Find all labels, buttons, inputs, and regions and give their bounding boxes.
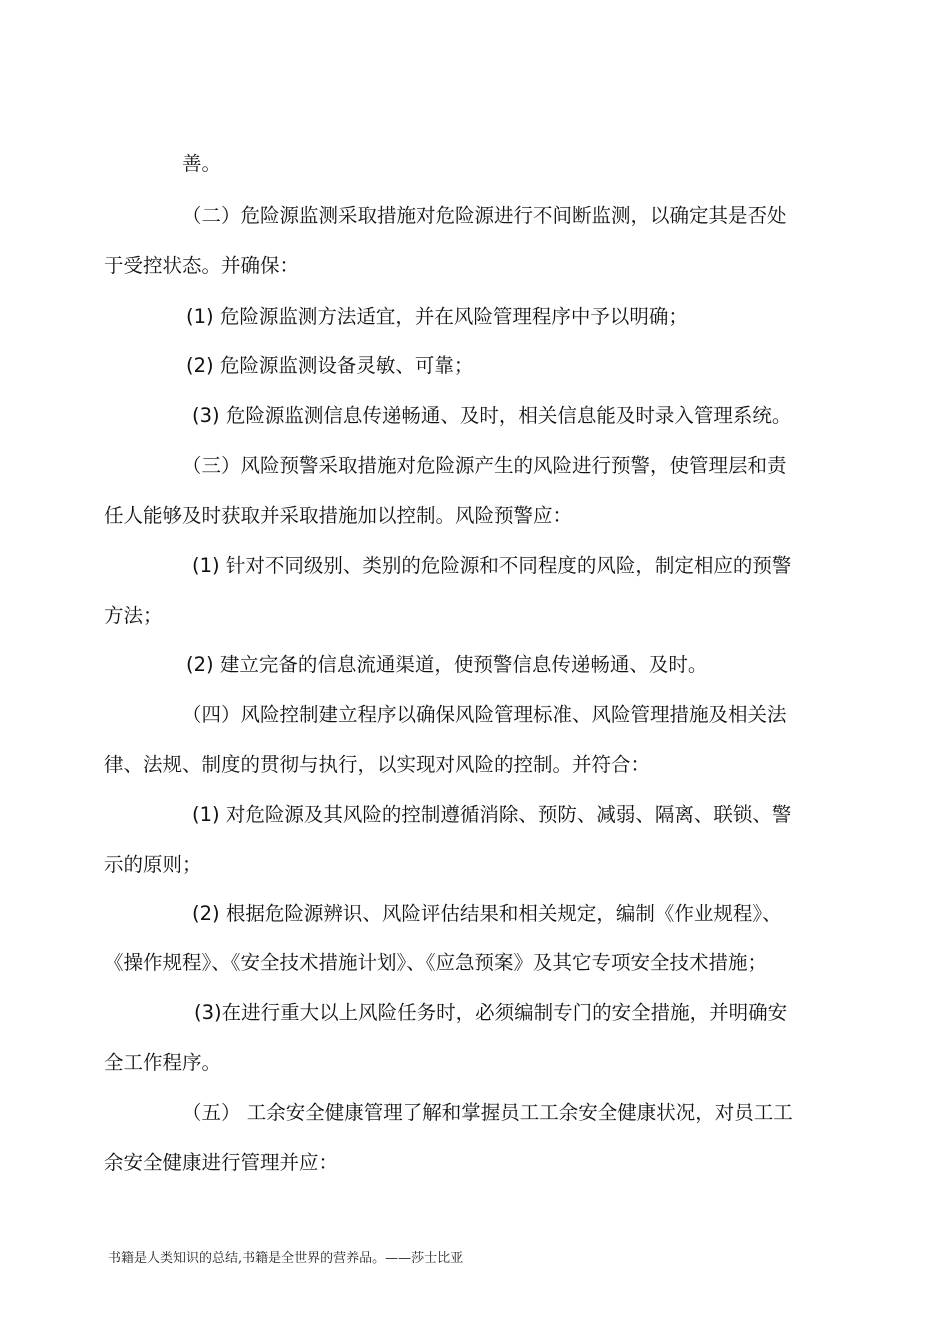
- list-item: (1) 对危险源及其风险的控制遵循消除、预防、减弱、隔离、联锁、警: [192, 803, 792, 826]
- list-item: (3)在进行重大以上风险任务时，必须编制专门的安全措施，并明确安: [194, 1001, 788, 1024]
- section-heading-3: （三）风险预警采取措施对危险源产生的风险进行预警，使管理层和责: [182, 454, 787, 477]
- text-line: 《操作规程》、《安全技术措施计划》、《应急预案》及其它专项安全技术措施；: [104, 951, 768, 974]
- page-footer-quote: 书籍是人类知识的总结,书籍是全世界的营养品。——莎士比亚: [108, 1251, 464, 1266]
- text-line: 律、法规、制度的贯彻与执行，以实现对风险的控制。并符合：: [104, 753, 651, 776]
- text-line: 于受控状态。并确保：: [104, 254, 300, 277]
- text-line: 方法；: [104, 604, 163, 627]
- list-item: (3) 危险源监测信息传递畅通、及时，相关信息能及时录入管理系统。: [192, 404, 792, 427]
- list-item: (2) 危险源监测设备灵敏、可靠；: [186, 354, 474, 377]
- text-line: 示的原则；: [104, 853, 202, 876]
- text-line: 任人能够及时获取并采取措施加以控制。风险预警应：: [104, 504, 573, 527]
- section-heading-4: （四）风险控制建立程序以确保风险管理标准、风险管理措施及相关法: [182, 703, 787, 726]
- section-heading-2: （二）危险源监测采取措施对危险源进行不间断监测，以确定其是否处: [182, 204, 787, 227]
- text-line: 全工作程序。: [104, 1051, 222, 1074]
- text-line: 余安全健康进行管理并应：: [104, 1151, 339, 1174]
- list-item: (2) 根据危险源辨识、风险评估结果和相关规定，编制《作业规程》、: [192, 902, 782, 925]
- list-item: (1) 危险源监测方法适宜，并在风险管理程序中予以明确；: [186, 305, 688, 328]
- section-heading-5: （五） 工余安全健康管理了解和掌握员工工余安全健康状况，对员工工: [182, 1101, 793, 1124]
- list-item: (2) 建立完备的信息流通渠道，使预警信息传递畅通、及时。: [186, 653, 708, 676]
- list-item: (1) 针对不同级别、类别的危险源和不同程度的风险，制定相应的预警: [192, 554, 792, 577]
- text-line: 善。: [182, 152, 222, 175]
